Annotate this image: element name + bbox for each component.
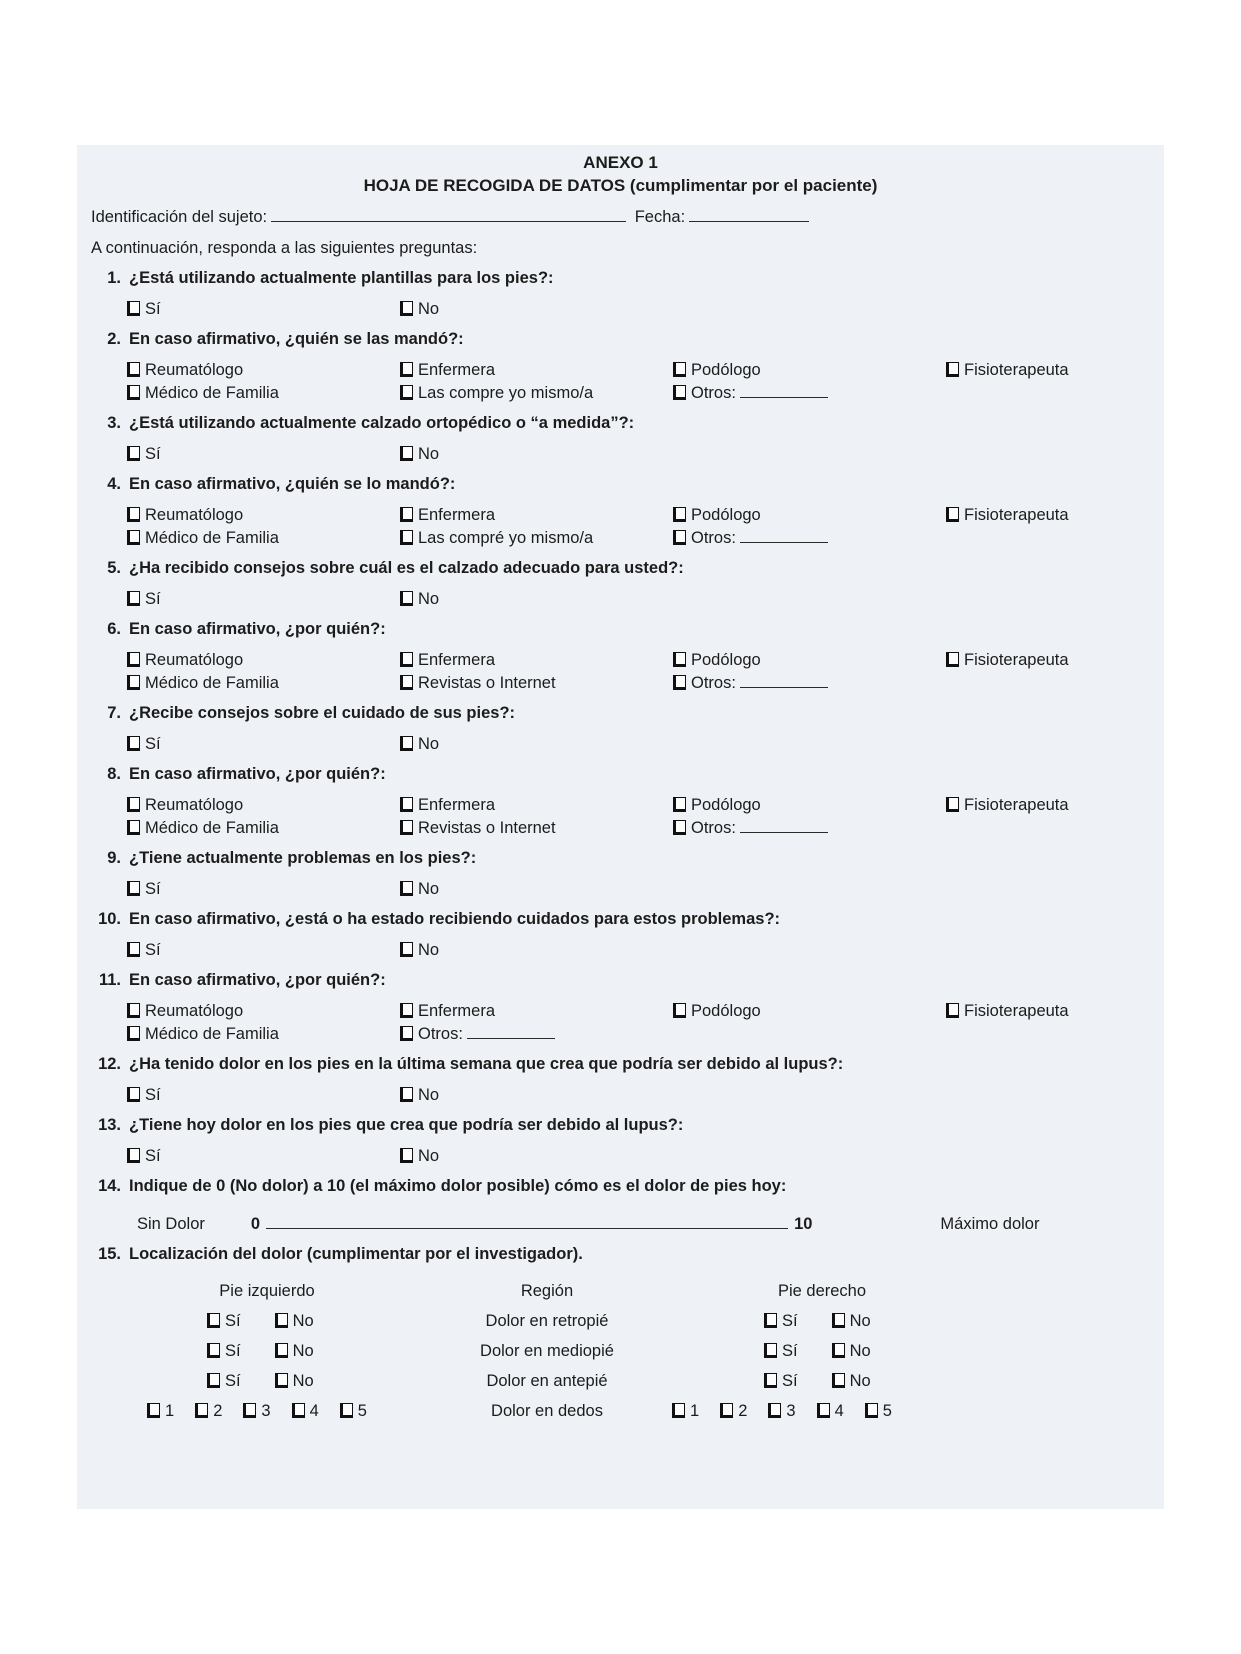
- digit-checkbox[interactable]: [292, 1403, 305, 1418]
- otros-line[interactable]: [740, 529, 828, 543]
- question: [77, 849, 1164, 899]
- option: [764, 1342, 798, 1361]
- form-subtitle: HOJA DE RECOGIDA DE DATOS (cumplimentar por el paciente): [363, 176, 878, 195]
- option: [127, 819, 400, 838]
- option-checkbox[interactable]: [400, 530, 413, 545]
- digit-checkbox[interactable]: [865, 1403, 878, 1418]
- option: [673, 1002, 946, 1021]
- option-label: No: [418, 445, 440, 463]
- option-checkbox[interactable]: [400, 675, 413, 690]
- option-checkbox[interactable]: [400, 362, 413, 377]
- option-checkbox[interactable]: [673, 820, 686, 835]
- pain-scale-line[interactable]: [266, 1215, 788, 1229]
- option-checkbox[interactable]: [673, 362, 686, 377]
- option: [127, 941, 400, 960]
- option-checkbox[interactable]: [400, 1003, 413, 1018]
- question-number: 1.: [107, 269, 121, 287]
- option: [673, 674, 946, 693]
- date-label: Fecha:: [634, 208, 686, 226]
- option-label: Fisioterapeuta: [964, 506, 1069, 524]
- question: [77, 1177, 1164, 1234]
- option-label: Fisioterapeuta: [964, 1002, 1069, 1020]
- question-number: 9.: [107, 849, 121, 867]
- pain-scale-min-label: Sin Dolor: [137, 1215, 205, 1233]
- no-checkbox[interactable]: [400, 942, 413, 957]
- option: [127, 1002, 400, 1021]
- option: [400, 445, 673, 464]
- option-label: No: [418, 300, 440, 318]
- option: [147, 1402, 174, 1421]
- question: [77, 1245, 1164, 1422]
- question-number: 3.: [107, 414, 121, 432]
- option: [946, 651, 1164, 670]
- option-label: No: [418, 880, 440, 898]
- otros-line[interactable]: [740, 819, 828, 833]
- digit-checkbox[interactable]: [720, 1403, 733, 1418]
- option: [207, 1312, 241, 1331]
- option-label: 4: [834, 1402, 844, 1420]
- question-text: Localización del dolor (cumplimentar por el investigador).: [129, 1245, 583, 1263]
- question-number: 11.: [98, 971, 121, 989]
- no-checkbox[interactable]: [832, 1373, 845, 1388]
- option-label: Médico de Familia: [145, 819, 279, 837]
- option-label: 4: [309, 1402, 319, 1420]
- option-label: Enfermera: [418, 651, 496, 669]
- question-text: ¿Está utilizando actualmente calzado ortopédico o “a medida”?:: [129, 414, 635, 432]
- option: [400, 1147, 673, 1166]
- no-checkbox[interactable]: [275, 1373, 288, 1388]
- question-text: ¿Está utilizando actualmente plantillas para los pies?:: [129, 269, 554, 287]
- option-label: Fisioterapeuta: [964, 361, 1069, 379]
- otros-line[interactable]: [740, 384, 828, 398]
- column-header-region: Región: [520, 1282, 574, 1300]
- intro-text: A continuación, responda a las siguientes preguntas:: [91, 239, 478, 257]
- question: [77, 1055, 1164, 1105]
- subject-id-field[interactable]: [271, 208, 626, 222]
- option-label: Otros:: [418, 1025, 463, 1043]
- option: [673, 506, 946, 525]
- question-number: 2.: [107, 330, 121, 348]
- yes-checkbox[interactable]: [127, 1087, 140, 1102]
- option: [865, 1402, 892, 1421]
- option-checkbox[interactable]: [673, 507, 686, 522]
- pain-scale: [137, 1214, 1164, 1234]
- digit-checkbox[interactable]: [672, 1403, 685, 1418]
- option-label: Sí: [782, 1372, 798, 1390]
- digit-checkbox[interactable]: [817, 1403, 830, 1418]
- question-text: En caso afirmativo, ¿está o ha estado recibiendo cuidados para estos problemas?:: [129, 910, 781, 928]
- option-checkbox[interactable]: [673, 1003, 686, 1018]
- no-checkbox[interactable]: [275, 1313, 288, 1328]
- option-checkbox[interactable]: [673, 675, 686, 690]
- option: [673, 384, 946, 403]
- otros-line[interactable]: [740, 674, 828, 688]
- option-label: Sí: [782, 1312, 798, 1330]
- option-label: 5: [357, 1402, 367, 1420]
- option-label: Las compre yo mismo/a: [418, 384, 594, 402]
- localization-toes-row: [127, 1402, 967, 1422]
- option: [400, 590, 673, 609]
- option-label: No: [418, 1086, 440, 1104]
- option: [673, 819, 946, 838]
- option-label: Reumatólogo: [145, 1002, 244, 1020]
- option-label: Revistas o Internet: [418, 674, 556, 692]
- option-label: Podólogo: [691, 651, 761, 669]
- option-checkbox[interactable]: [127, 797, 140, 812]
- question-text: ¿Ha recibido consejos sobre cuál es el calzado adecuado para usted?:: [129, 559, 684, 577]
- option-label: No: [418, 941, 440, 959]
- option-label: No: [418, 590, 440, 608]
- option: [400, 529, 673, 548]
- option: [400, 941, 673, 960]
- option-checkbox[interactable]: [127, 385, 140, 400]
- option: [275, 1372, 314, 1391]
- option-checkbox[interactable]: [400, 1026, 413, 1041]
- no-checkbox[interactable]: [832, 1313, 845, 1328]
- option: [127, 506, 400, 525]
- option-checkbox[interactable]: [127, 820, 140, 835]
- yes-checkbox[interactable]: [764, 1313, 777, 1328]
- question: [77, 765, 1164, 838]
- question-text: ¿Ha tenido dolor en los pies en la última semana que crea que podría ser debido al lupus?:: [129, 1055, 844, 1073]
- column-header-right-foot: Pie derecho: [777, 1282, 867, 1300]
- option: [127, 735, 400, 754]
- digit-checkbox[interactable]: [340, 1403, 353, 1418]
- no-checkbox[interactable]: [400, 591, 413, 606]
- option-checkbox[interactable]: [127, 362, 140, 377]
- question-text: ¿Tiene hoy dolor en los pies que crea que podría ser debido al lupus?:: [129, 1116, 684, 1134]
- region-label: Dolor en dedos: [491, 1402, 603, 1420]
- option-label: Fisioterapeuta: [964, 651, 1069, 669]
- option-checkbox[interactable]: [400, 797, 413, 812]
- option-checkbox[interactable]: [127, 1003, 140, 1018]
- yes-checkbox[interactable]: [127, 591, 140, 606]
- option: [127, 674, 400, 693]
- pain-scale-max-label: Máximo dolor: [940, 1215, 1040, 1233]
- option-label: Las compré yo mismo/a: [418, 529, 594, 547]
- option: [832, 1342, 871, 1361]
- option: [400, 361, 673, 380]
- pain-localization-table: [127, 1282, 967, 1422]
- option-checkbox[interactable]: [673, 530, 686, 545]
- digit-checkbox[interactable]: [768, 1403, 781, 1418]
- question: [77, 330, 1164, 403]
- pain-scale-zero: 0: [250, 1215, 261, 1233]
- option-checkbox[interactable]: [400, 507, 413, 522]
- question: [77, 475, 1164, 548]
- option-label: Enfermera: [418, 1002, 496, 1020]
- option-label: Reumatólogo: [145, 651, 244, 669]
- question-number: 14.: [98, 1177, 121, 1195]
- option: [400, 1002, 673, 1021]
- option-label: Sí: [145, 1147, 161, 1165]
- option: [275, 1312, 314, 1331]
- question-text: En caso afirmativo, ¿por quién?:: [129, 971, 386, 989]
- yes-checkbox[interactable]: [764, 1343, 777, 1358]
- option: [673, 651, 946, 670]
- option: [946, 506, 1164, 525]
- option-label: Sí: [145, 880, 161, 898]
- option-label: Sí: [145, 1086, 161, 1104]
- region-label: Dolor en antepié: [486, 1372, 608, 1390]
- option-checkbox[interactable]: [400, 820, 413, 835]
- question-text: En caso afirmativo, ¿quién se las mandó?:: [129, 330, 464, 348]
- option-checkbox[interactable]: [127, 530, 140, 545]
- option: [400, 651, 673, 670]
- option-checkbox[interactable]: [673, 652, 686, 667]
- question-text: En caso afirmativo, ¿quién se lo mandó?:: [129, 475, 456, 493]
- option: [275, 1342, 314, 1361]
- option: [400, 1025, 673, 1044]
- option: [127, 880, 400, 899]
- region-label: Dolor en mediopié: [480, 1342, 614, 1360]
- form-title: ANEXO 1: [583, 153, 658, 172]
- yes-checkbox[interactable]: [207, 1313, 220, 1328]
- option: [400, 300, 673, 319]
- otros-line[interactable]: [467, 1025, 555, 1039]
- option-label: Revistas o Internet: [418, 819, 556, 837]
- option-label: Sí: [225, 1372, 241, 1390]
- option-label: 1: [165, 1402, 175, 1420]
- subject-id-label: Identificación del sujeto:: [91, 208, 268, 226]
- question: [77, 1116, 1164, 1166]
- question-number: 4.: [107, 475, 121, 493]
- option: [127, 529, 400, 548]
- option-label: Podólogo: [691, 361, 761, 379]
- option: [127, 445, 400, 464]
- option: [400, 1086, 673, 1105]
- option-label: Sí: [145, 735, 161, 753]
- no-checkbox[interactable]: [400, 736, 413, 751]
- question-text: Indique de 0 (No dolor) a 10 (el máximo dolor posible) cómo es el dolor de pies hoy:: [129, 1177, 787, 1195]
- option-checkbox[interactable]: [673, 385, 686, 400]
- option-checkbox[interactable]: [946, 797, 959, 812]
- option-label: 2: [213, 1402, 223, 1420]
- option: [400, 880, 673, 899]
- yes-checkbox[interactable]: [127, 1148, 140, 1163]
- option-label: Podólogo: [691, 506, 761, 524]
- option: [764, 1312, 798, 1331]
- question-number: 10.: [98, 910, 121, 928]
- question: [77, 559, 1164, 609]
- option-label: Médico de Familia: [145, 674, 279, 692]
- region-label: Dolor en retropié: [485, 1312, 609, 1330]
- no-checkbox[interactable]: [400, 881, 413, 896]
- option-label: Enfermera: [418, 361, 496, 379]
- question-number: 7.: [107, 704, 121, 722]
- option: [768, 1402, 795, 1421]
- option-label: 3: [261, 1402, 271, 1420]
- option-checkbox[interactable]: [127, 675, 140, 690]
- option-label: Sí: [225, 1312, 241, 1330]
- option-label: Médico de Familia: [145, 384, 279, 402]
- yes-checkbox[interactable]: [207, 1373, 220, 1388]
- option-label: No: [418, 1147, 440, 1165]
- question-number: 5.: [107, 559, 121, 577]
- option-label: No: [418, 735, 440, 753]
- no-checkbox[interactable]: [400, 301, 413, 316]
- option: [127, 1086, 400, 1105]
- question-text: En caso afirmativo, ¿por quién?:: [129, 620, 386, 638]
- yes-checkbox[interactable]: [127, 942, 140, 957]
- option-label: No: [292, 1342, 314, 1360]
- option-checkbox[interactable]: [946, 362, 959, 377]
- option-label: Enfermera: [418, 506, 496, 524]
- option-label: 3: [786, 1402, 796, 1420]
- yes-checkbox[interactable]: [127, 301, 140, 316]
- option: [946, 361, 1164, 380]
- option: [207, 1342, 241, 1361]
- yes-checkbox[interactable]: [207, 1343, 220, 1358]
- option-checkbox[interactable]: [946, 652, 959, 667]
- option-checkbox[interactable]: [127, 652, 140, 667]
- option-label: 5: [882, 1402, 892, 1420]
- option: [817, 1402, 844, 1421]
- option: [673, 529, 946, 548]
- option-label: Sí: [145, 445, 161, 463]
- option: [127, 1147, 400, 1166]
- option: [673, 796, 946, 815]
- option: [127, 590, 400, 609]
- option: [127, 1025, 400, 1044]
- option-checkbox[interactable]: [127, 507, 140, 522]
- option-label: Sí: [782, 1342, 798, 1360]
- question: [77, 910, 1164, 960]
- option: [946, 796, 1164, 815]
- question-number: 8.: [107, 765, 121, 783]
- option: [832, 1312, 871, 1331]
- option: [340, 1402, 367, 1421]
- question: [77, 620, 1164, 693]
- question-number: 6.: [107, 620, 121, 638]
- option-label: Otros:: [691, 529, 736, 547]
- localization-row: [127, 1312, 967, 1332]
- option-label: No: [849, 1342, 871, 1360]
- option-label: Reumatólogo: [145, 361, 244, 379]
- option-label: No: [849, 1312, 871, 1330]
- option-label: Podólogo: [691, 796, 761, 814]
- option: [127, 361, 400, 380]
- identification-line: [91, 207, 1164, 227]
- option: [400, 506, 673, 525]
- option-checkbox[interactable]: [673, 797, 686, 812]
- date-field[interactable]: [689, 208, 809, 222]
- localization-row: [127, 1372, 967, 1392]
- option: [672, 1402, 699, 1421]
- option: [127, 796, 400, 815]
- option: [195, 1402, 222, 1421]
- no-checkbox[interactable]: [832, 1343, 845, 1358]
- option-checkbox[interactable]: [400, 385, 413, 400]
- option-label: No: [292, 1372, 314, 1390]
- option-label: Sí: [145, 590, 161, 608]
- option: [832, 1372, 871, 1391]
- option-label: Otros:: [691, 384, 736, 402]
- option: [292, 1402, 319, 1421]
- option-label: Otros:: [691, 819, 736, 837]
- column-header-left-foot: Pie izquierdo: [219, 1282, 315, 1300]
- question-text: ¿Recibe consejos sobre el cuidado de sus pies?:: [129, 704, 516, 722]
- option-label: Sí: [145, 941, 161, 959]
- question: [77, 414, 1164, 464]
- question-number: 12.: [98, 1055, 121, 1073]
- form-panel: [77, 145, 1164, 1509]
- yes-checkbox[interactable]: [764, 1373, 777, 1388]
- option: [400, 384, 673, 403]
- question-text: ¿Tiene actualmente problemas en los pies?:: [129, 849, 477, 867]
- option-label: 2: [738, 1402, 748, 1420]
- question: [77, 269, 1164, 319]
- option-label: Sí: [225, 1342, 241, 1360]
- digit-checkbox[interactable]: [243, 1403, 256, 1418]
- option-checkbox[interactable]: [400, 652, 413, 667]
- option-checkbox[interactable]: [127, 1026, 140, 1041]
- question-text: En caso afirmativo, ¿por quién?:: [129, 765, 386, 783]
- question-number: 13.: [98, 1116, 121, 1134]
- localization-header-row: [127, 1282, 967, 1302]
- option-label: Médico de Familia: [145, 1025, 279, 1043]
- option: [127, 651, 400, 670]
- option: [207, 1372, 241, 1391]
- option: [243, 1402, 270, 1421]
- option-label: No: [292, 1312, 314, 1330]
- option: [400, 796, 673, 815]
- digit-checkbox[interactable]: [195, 1403, 208, 1418]
- option: [720, 1402, 747, 1421]
- yes-checkbox[interactable]: [127, 446, 140, 461]
- no-checkbox[interactable]: [400, 446, 413, 461]
- option: [127, 300, 400, 319]
- option-label: Fisioterapeuta: [964, 796, 1069, 814]
- option: [764, 1372, 798, 1391]
- option-checkbox[interactable]: [946, 1003, 959, 1018]
- no-checkbox[interactable]: [275, 1343, 288, 1358]
- option-label: Médico de Familia: [145, 529, 279, 547]
- localization-row: [127, 1342, 967, 1362]
- option-label: Reumatólogo: [145, 796, 244, 814]
- option-label: Enfermera: [418, 796, 496, 814]
- yes-checkbox[interactable]: [127, 881, 140, 896]
- option: [946, 1002, 1164, 1021]
- digit-checkbox[interactable]: [147, 1403, 160, 1418]
- option: [673, 361, 946, 380]
- option-checkbox[interactable]: [946, 507, 959, 522]
- option-label: No: [849, 1372, 871, 1390]
- pain-scale-ten: 10: [794, 1215, 813, 1233]
- option-label: Otros:: [691, 674, 736, 692]
- no-checkbox[interactable]: [400, 1087, 413, 1102]
- option: [400, 674, 673, 693]
- option-label: Podólogo: [691, 1002, 761, 1020]
- option: [400, 735, 673, 754]
- option: [127, 384, 400, 403]
- option-label: Reumatólogo: [145, 506, 244, 524]
- question: [77, 971, 1164, 1044]
- question-number: 15.: [98, 1245, 121, 1263]
- option-label: 1: [690, 1402, 700, 1420]
- question: [77, 704, 1164, 754]
- option: [400, 819, 673, 838]
- no-checkbox[interactable]: [400, 1148, 413, 1163]
- option-label: Sí: [145, 300, 161, 318]
- yes-checkbox[interactable]: [127, 736, 140, 751]
